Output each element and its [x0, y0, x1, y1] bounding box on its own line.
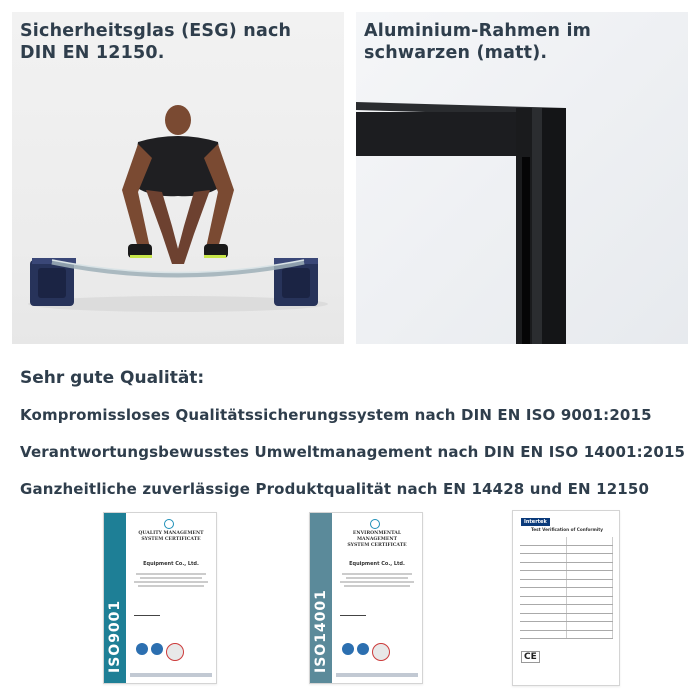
certification-body-logo-icon: [164, 519, 174, 529]
iaf-seal-icon: [342, 643, 354, 655]
iaf-seal-icon: [136, 643, 148, 655]
aluminium-frame-title-line2: schwarzen (matt).: [364, 43, 548, 63]
certificate-title: [336, 531, 418, 549]
en-standards-line: Ganzheitliche zuverlässige Produktqualität nach EN 14428 und EN 12150: [20, 480, 650, 498]
iso9001-line: Kompromissloses Qualitätssicherungssystem nach DIN EN ISO 9001:2015: [20, 406, 652, 424]
signature: [134, 609, 160, 616]
ce-mark: CE: [521, 651, 540, 663]
certification-body-logo-icon: [370, 519, 380, 529]
red-stamp-icon: [372, 643, 390, 661]
certificate-title-line2: SYSTEM CERTIFICATE: [141, 537, 201, 542]
red-stamp-icon: [166, 643, 184, 661]
certificate-band: [310, 513, 332, 683]
safety-glass-title-line2: DIN EN 12150.: [20, 43, 165, 63]
intertek-badge: Intertek: [521, 518, 550, 526]
certificate-band-text: ISO9001: [107, 599, 123, 673]
certificate-company: Equipment Co., Ltd.: [349, 561, 405, 567]
quality-heading: Sehr gute Qualität:: [20, 368, 205, 388]
iso14001-line: Verantwortungsbewusstes Umweltmanagement nach DIN EN ISO 14001:2015: [20, 443, 686, 461]
certificate-footer: [336, 673, 418, 677]
certificate-title-line1: ENVIRONMENTAL MANAGEMENT: [352, 531, 402, 542]
certificate-fine-print: [132, 571, 210, 589]
accreditation-seals: [136, 643, 184, 661]
person: [122, 105, 234, 264]
accreditation-seals: [342, 643, 390, 661]
conformity-table: [520, 537, 613, 639]
conformity-title: Test Verification of Conformity: [531, 527, 603, 532]
iso9001-certificate: [103, 512, 217, 684]
certificate-band-text: ISO14001: [313, 589, 329, 673]
certificate-title-line1: QUALITY MANAGEMENT: [138, 531, 204, 536]
aluminium-frame-title-line1: Aluminium-Rahmen im: [364, 21, 592, 41]
cnas-seal-icon: [357, 643, 369, 655]
certificate-footer: [130, 673, 212, 677]
certificate-band: [104, 513, 126, 683]
cnas-seal-icon: [151, 643, 163, 655]
conformity-certificate: [512, 510, 620, 686]
certificate-fine-print: [338, 571, 416, 589]
iso14001-certificate: [309, 512, 423, 684]
signature: [340, 609, 366, 616]
aluminium-frame-photo-panel: [356, 12, 688, 344]
certificate-title: [130, 531, 212, 543]
safety-glass-title-line1: Sicherheitsglas (ESG) nach: [20, 21, 292, 41]
safety-glass-photo-panel: [12, 12, 344, 344]
aluminium-frame-title: [364, 20, 591, 64]
safety-glass-title: [20, 20, 291, 64]
certificate-company: Equipment Co., Ltd.: [143, 561, 199, 567]
certificate-title-line2: SYSTEM CERTIFICATE: [347, 543, 407, 548]
